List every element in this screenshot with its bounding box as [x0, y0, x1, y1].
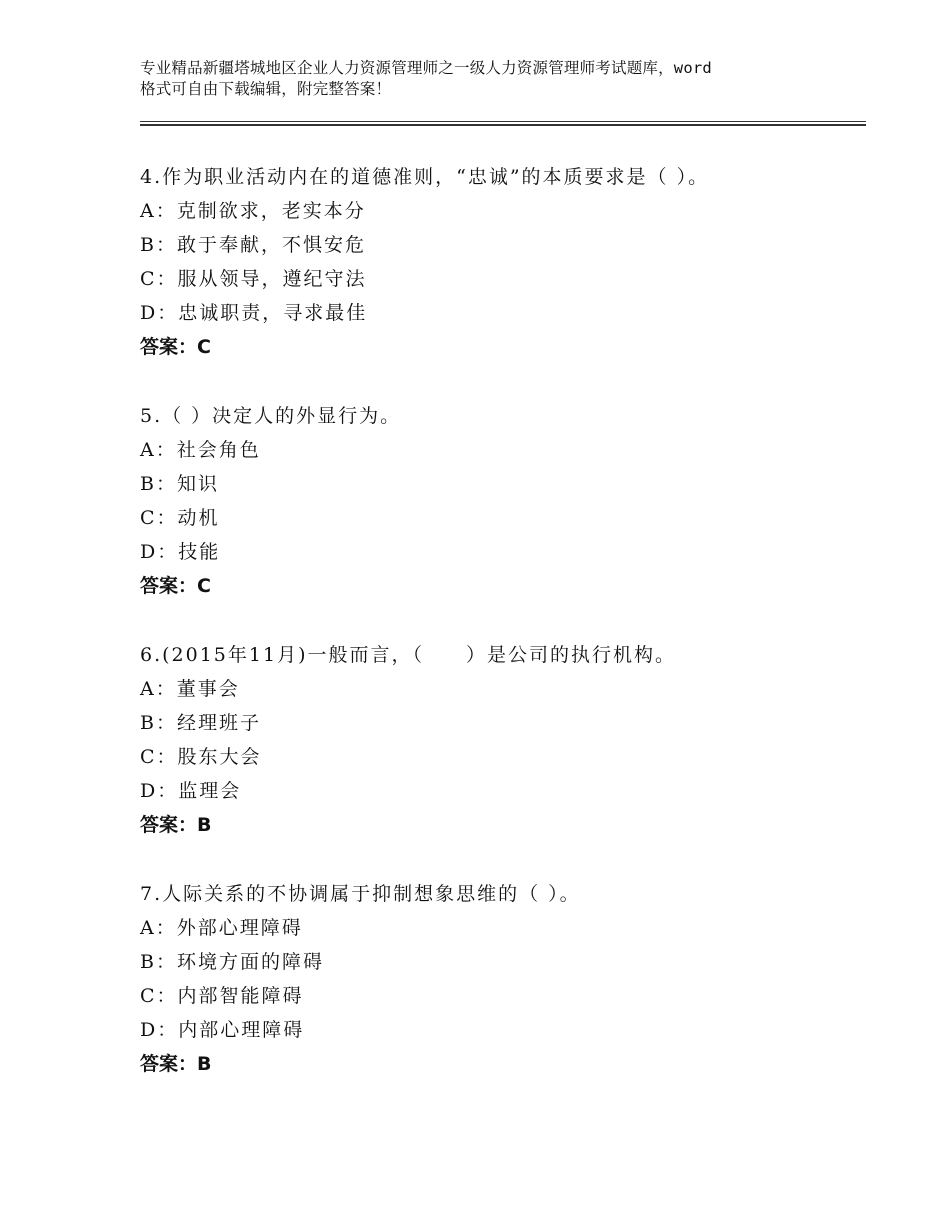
answer-label: 答案：B — [140, 1053, 212, 1075]
answer-label: 答案：B — [140, 814, 212, 836]
option-d: D：忠诚职责，寻求最佳 — [140, 302, 368, 324]
option-b: B：环境方面的障碍 — [140, 951, 324, 973]
option-c: C：动机 — [140, 507, 220, 529]
question-6 — [140, 638, 860, 842]
header-divider-thick — [140, 124, 866, 126]
option-d: D：监理会 — [140, 780, 242, 802]
option-b: B：知识 — [140, 473, 219, 495]
question-stem: 4.作为职业活动内在的道德准则，“忠诚”的本质要求是（ ）。 — [140, 166, 710, 188]
answer-label: 答案：C — [140, 575, 211, 597]
option-a: A：董事会 — [140, 678, 240, 700]
option-d: D：技能 — [140, 541, 221, 563]
answer-label: 答案：C — [140, 336, 211, 358]
option-b: B：经理班子 — [140, 712, 261, 734]
option-c: C：股东大会 — [140, 746, 262, 768]
header-title-line-1: 专业精品新疆塔城地区企业人力资源管理师之一级人力资源管理师考试题库，word — [140, 59, 712, 77]
option-d: D：内部心理障碍 — [140, 1019, 305, 1041]
question-stem: 7.人际关系的不协调属于抑制想象思维的（ ）。 — [140, 883, 581, 905]
option-a: A：外部心理障碍 — [140, 917, 303, 939]
document-header — [140, 58, 830, 100]
option-c: C：内部智能障碍 — [140, 985, 304, 1007]
question-5 — [140, 399, 860, 603]
option-a: A：社会角色 — [140, 439, 261, 461]
option-b: B：敢于奉献，不惧安危 — [140, 234, 366, 256]
question-stem: 5.（ ）决定人的外显行为。 — [140, 405, 402, 427]
question-stem: 6.(2015年11月)一般而言，（ ）是公司的执行机构。 — [140, 644, 676, 666]
question-4 — [140, 160, 860, 364]
question-7 — [140, 877, 860, 1081]
header-divider-thin — [140, 121, 866, 122]
option-c: C：服从领导，遵纪守法 — [140, 268, 367, 290]
option-a: A：克制欲求，老实本分 — [140, 200, 366, 222]
header-title-line-2: 格式可自由下载编辑，附完整答案！ — [140, 80, 392, 98]
